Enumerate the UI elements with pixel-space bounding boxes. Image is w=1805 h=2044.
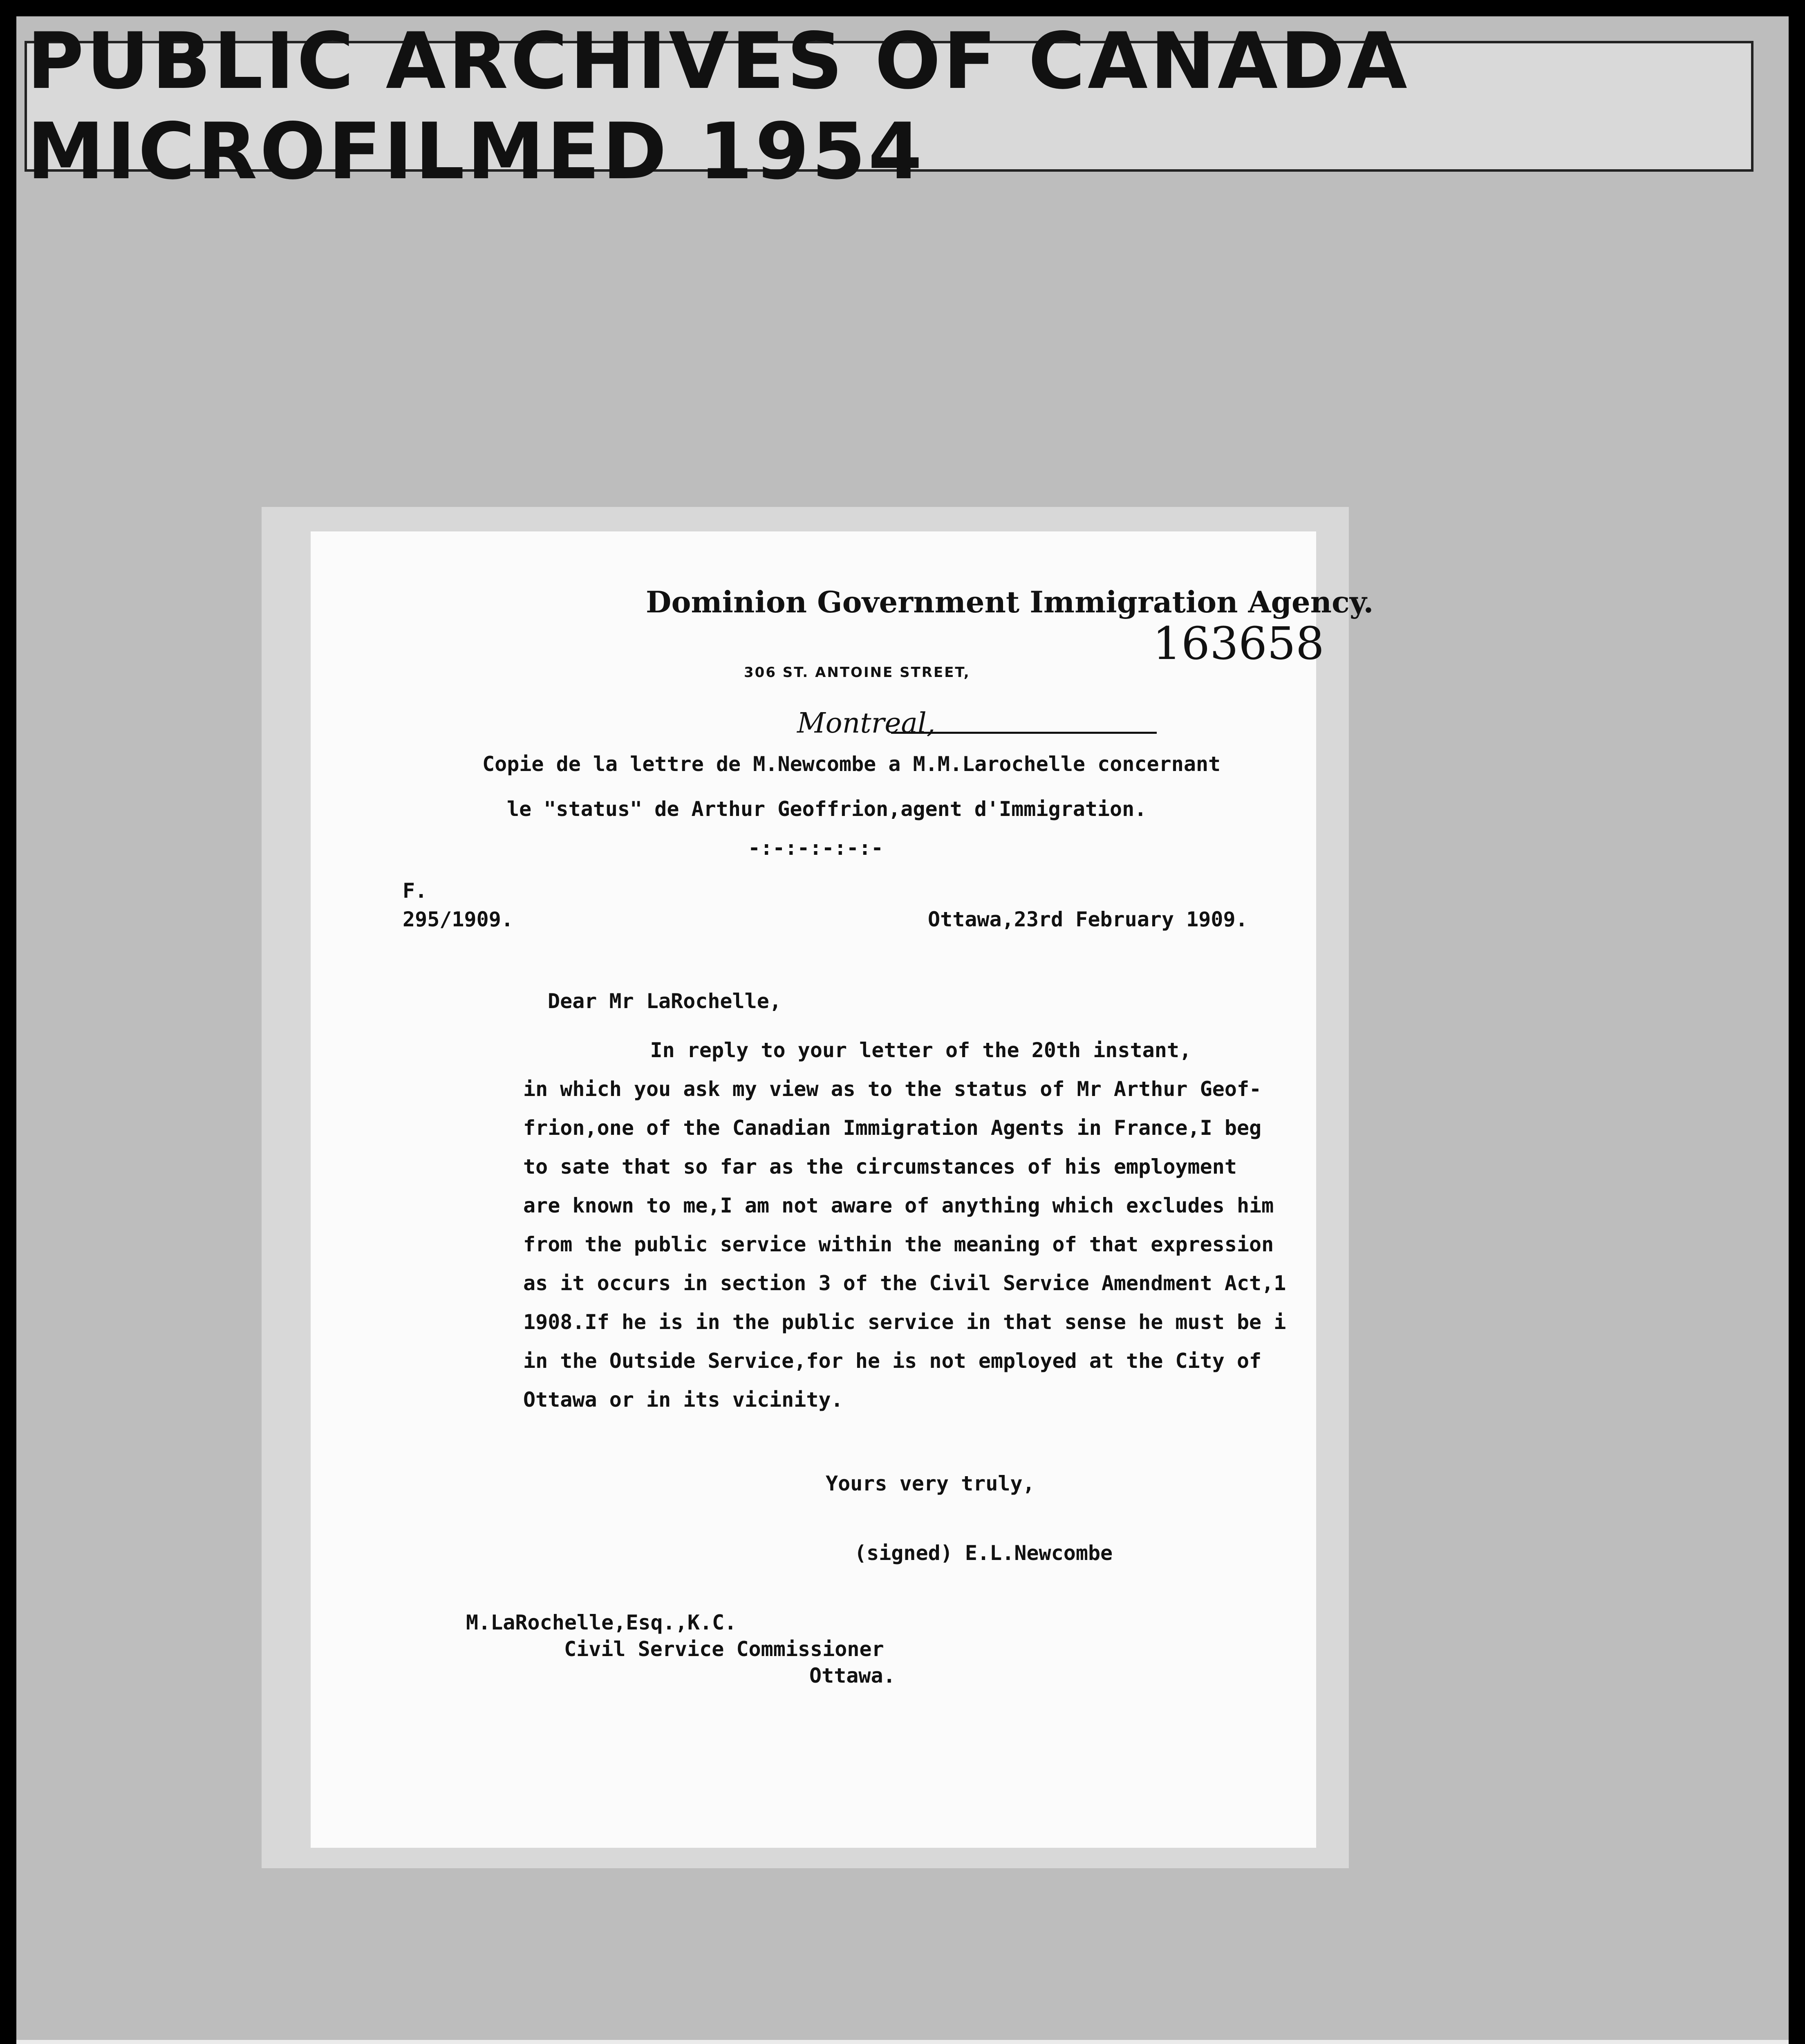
body-line: to sate that so far as the circumstances of his employment <box>523 1155 1237 1179</box>
letterhead-rule <box>891 732 1157 734</box>
letterhead-agency: Dominion Government Immigration Agency. <box>646 585 1374 619</box>
file-ref-line-2: 295/1909. <box>403 908 513 931</box>
body-line: 1908.If he is in the public service in that sense he must be i <box>523 1310 1286 1334</box>
letterhead-street: 306 ST. ANTOINE STREET, <box>744 664 970 681</box>
file-ref-line-1: F. <box>403 879 428 903</box>
salutation: Dear Mr LaRochelle, <box>548 989 782 1013</box>
body-line: as it occurs in section 3 of the Civil Service Amendment Act,1 <box>523 1271 1286 1295</box>
body-line: in the Outside Service,for he is not employed at the City of <box>523 1349 1262 1373</box>
film-overexposed-band <box>16 2040 1789 2044</box>
heading-line-2: le "status" de Arthur Geoffrion,agent d'Immigration. <box>507 797 1147 821</box>
body-line: Ottawa or in its vicinity. <box>523 1388 843 1412</box>
heading-divider: -:-:-:-:-:- <box>748 836 884 860</box>
address-line-2: Civil Service Commissioner <box>564 1637 884 1661</box>
address-line-3: Ottawa. <box>809 1664 896 1688</box>
body-line: In reply to your letter of the 20th instant, <box>589 1038 1192 1062</box>
body-line: are known to me,I am not aware of anything which excludes him <box>523 1194 1274 1217</box>
address-line-1: M.LaRochelle,Esq.,K.C. <box>466 1611 737 1634</box>
body-line: from the public service within the meaning of that expression <box>523 1233 1274 1256</box>
closing: Yours very truly, <box>826 1472 1035 1495</box>
microfilm-header-text: PUBLIC ARCHIVES OF CANADA MICROFILMED 1954 <box>27 16 1410 197</box>
date-line: Ottawa,23rd February 1909. <box>928 908 1248 931</box>
microfilm-header-banner <box>25 16 1753 197</box>
body-line: frion,one of the Canadian Immigration Agents in France,I beg <box>523 1116 1262 1140</box>
body-line: in which you ask my view as to the status of Mr Arthur Geof- <box>523 1077 1262 1101</box>
letterhead-city: Montreal, <box>797 707 936 740</box>
signature: (signed) E.L.Newcombe <box>854 1541 1113 1565</box>
letter-page <box>311 531 1374 1848</box>
document-number: 163658 <box>1153 617 1324 670</box>
heading-line-1: Copie de la lettre de M.Newcombe a M.M.Larochelle concernant <box>482 752 1221 776</box>
